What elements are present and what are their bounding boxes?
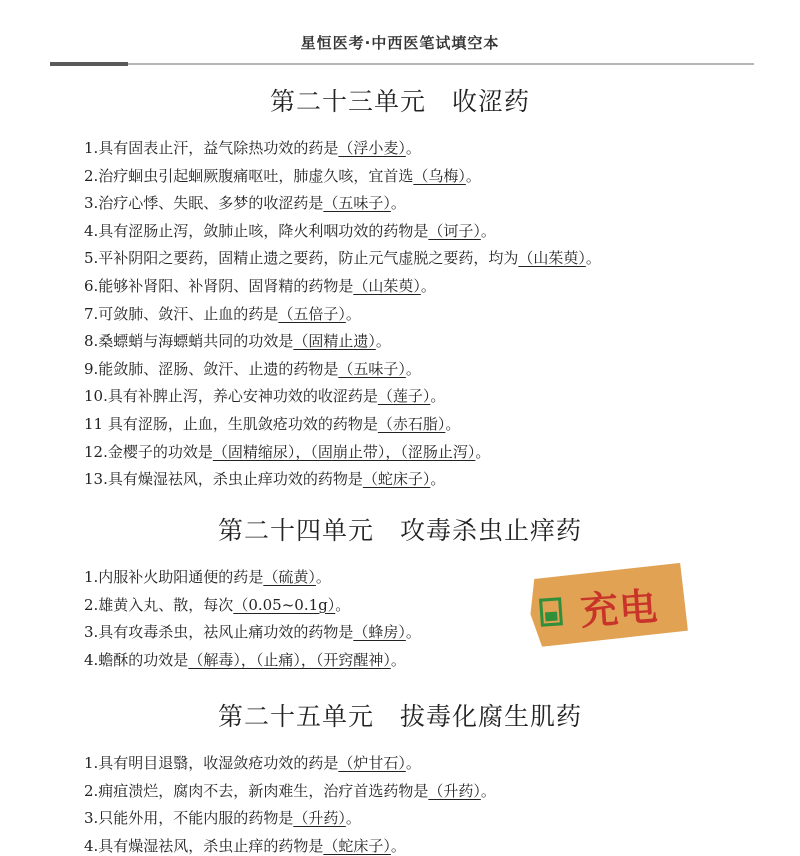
question-item bbox=[84, 649, 406, 670]
section-title: 第二十五单元 拔毒化腐生肌药 bbox=[217, 702, 582, 731]
question-text: 6.能够补肾阳、补肾阴、固肾精的药物是 bbox=[84, 277, 354, 295]
item-end: 。 bbox=[430, 470, 446, 489]
question-item bbox=[84, 594, 350, 615]
question-item bbox=[84, 807, 361, 828]
question-text: 10.具有补脾止泻，养心安神功效的收涩药是 bbox=[84, 387, 378, 406]
question-text: 5.平补阴阳之要药，固精止遗之要药，防止元气虚脱之要药，均为 bbox=[84, 249, 519, 268]
question-text: 2.治疗蛔虫引起蛔厥腹痛呕吐，肺虚久咳，宜首选 bbox=[84, 166, 414, 185]
item-end: 。 bbox=[405, 754, 421, 772]
question-item bbox=[84, 780, 496, 801]
question-text: 4.具有燥湿祛风，杀虫止痒的药物是 bbox=[84, 836, 324, 855]
answer-text: （五味子） bbox=[323, 194, 391, 213]
answer-text: （解毒），（止痛），（开窍醒神） bbox=[188, 650, 391, 669]
answer-text: （固精止遗） bbox=[293, 332, 376, 351]
question-item bbox=[84, 385, 445, 406]
item-end: 。 bbox=[475, 442, 491, 461]
question-item bbox=[84, 220, 496, 241]
question-item bbox=[84, 566, 331, 587]
question-text: 13.具有燥湿祛风，杀虫止痒功效的药物是 bbox=[84, 470, 363, 489]
question-text: 3.具有攻毒杀虫，祛风止痛功效的药物是 bbox=[84, 623, 354, 642]
item-end: 。 bbox=[345, 809, 361, 828]
question-text: 1.具有明目退翳，收湿敛疮功效的药是 bbox=[84, 754, 339, 772]
header-rule-light bbox=[128, 63, 754, 65]
item-end: 。 bbox=[335, 595, 351, 614]
question-text: 11 具有涩肠，止血，生肌敛疮功效的药物是 bbox=[84, 415, 378, 433]
section-title: 第二十三单元 收涩药 bbox=[269, 87, 530, 116]
question-text: 7.可敛肺、敛汗、止血的药是 bbox=[84, 304, 279, 323]
item-end: 。 bbox=[465, 166, 481, 185]
question-text: 9.能敛肺、涩肠、敛汗、止遗的药物是 bbox=[84, 359, 339, 378]
question-text: 12.金樱子的功效是 bbox=[84, 442, 213, 461]
answer-text: （山茱萸） bbox=[353, 277, 421, 295]
answer-text: （蜂房） bbox=[353, 623, 406, 642]
item-end: 。 bbox=[585, 249, 601, 268]
question-item bbox=[84, 165, 481, 186]
question-text: 1.具有固表止汗，益气除热功效的药是 bbox=[84, 139, 339, 157]
item-end: 。 bbox=[480, 221, 496, 240]
answer-text: （乌梅） bbox=[413, 166, 466, 185]
answer-text: （诃子） bbox=[428, 221, 481, 240]
item-end: 。 bbox=[390, 194, 406, 213]
header-rule-dark bbox=[50, 62, 128, 66]
item-end: 。 bbox=[405, 359, 421, 378]
question-item bbox=[84, 303, 361, 324]
answer-text: （硫黄） bbox=[263, 568, 316, 586]
page-header: 星恒医考·中西医笔试填空本 bbox=[300, 34, 500, 52]
item-end: 。 bbox=[375, 332, 391, 351]
item-end: 。 bbox=[405, 139, 421, 157]
answer-text: （五倍子） bbox=[278, 304, 346, 323]
item-end: 。 bbox=[445, 415, 461, 433]
question-item bbox=[84, 275, 436, 296]
answer-text: （炉甘石） bbox=[338, 754, 406, 772]
item-end: 。 bbox=[405, 623, 421, 642]
answer-text: （赤石脂） bbox=[377, 415, 446, 433]
question-item bbox=[84, 441, 490, 462]
sticker-label: 充电 bbox=[578, 584, 660, 634]
item-end: 。 bbox=[480, 781, 496, 800]
question-text: 2.痈疽溃烂，腐肉不去，新肉难生，治疗首选药物是 bbox=[84, 781, 429, 800]
question-item bbox=[84, 192, 406, 213]
item-end: 。 bbox=[345, 304, 361, 323]
item-end: 。 bbox=[430, 387, 446, 406]
answer-text: （莲子） bbox=[377, 387, 431, 406]
item-end: 。 bbox=[390, 836, 406, 855]
answer-text: （升药） bbox=[293, 809, 346, 828]
section-title: 第二十四单元 攻毒杀虫止痒药 bbox=[217, 516, 582, 545]
battery-icon bbox=[539, 597, 563, 626]
question-item bbox=[84, 247, 601, 268]
question-text: 4.具有涩肠止泻，敛肺止咳，降火利咽功效的药物是 bbox=[84, 221, 429, 240]
answer-text: （蛇床子） bbox=[323, 836, 391, 855]
question-text: 1.内服补火助阳通便的药是 bbox=[84, 568, 264, 586]
item-end: 。 bbox=[315, 568, 331, 586]
answer-text: （五味子） bbox=[338, 359, 406, 378]
question-item bbox=[84, 621, 421, 642]
answer-text: （0.05~0.1g） bbox=[233, 595, 336, 614]
question-item bbox=[84, 137, 421, 158]
question-item bbox=[84, 468, 445, 489]
question-item bbox=[84, 330, 391, 351]
answer-text: （升药） bbox=[428, 781, 481, 800]
answer-text: （固精缩尿），（固崩止带），（涩肠止泻） bbox=[212, 442, 476, 461]
answer-text: （山茱萸） bbox=[518, 249, 586, 268]
item-end: 。 bbox=[390, 650, 406, 669]
question-text: 4.蟾酥的功效是 bbox=[84, 650, 189, 669]
item-end: 。 bbox=[420, 277, 436, 295]
answer-text: （浮小麦） bbox=[338, 139, 406, 157]
question-text: 3.治疗心悸、失眠、多梦的收涩药是 bbox=[84, 194, 324, 213]
question-text: 2.雄黄入丸、散，每次 bbox=[84, 595, 234, 614]
answer-text: （蛇床子） bbox=[362, 470, 431, 489]
question-item bbox=[84, 358, 421, 379]
question-text: 8.桑螵蛸与海螵蛸共同的功效是 bbox=[84, 332, 294, 351]
question-item bbox=[84, 752, 421, 773]
question-item bbox=[84, 413, 460, 434]
question-text: 3.只能外用，不能内服的药物是 bbox=[84, 809, 294, 828]
